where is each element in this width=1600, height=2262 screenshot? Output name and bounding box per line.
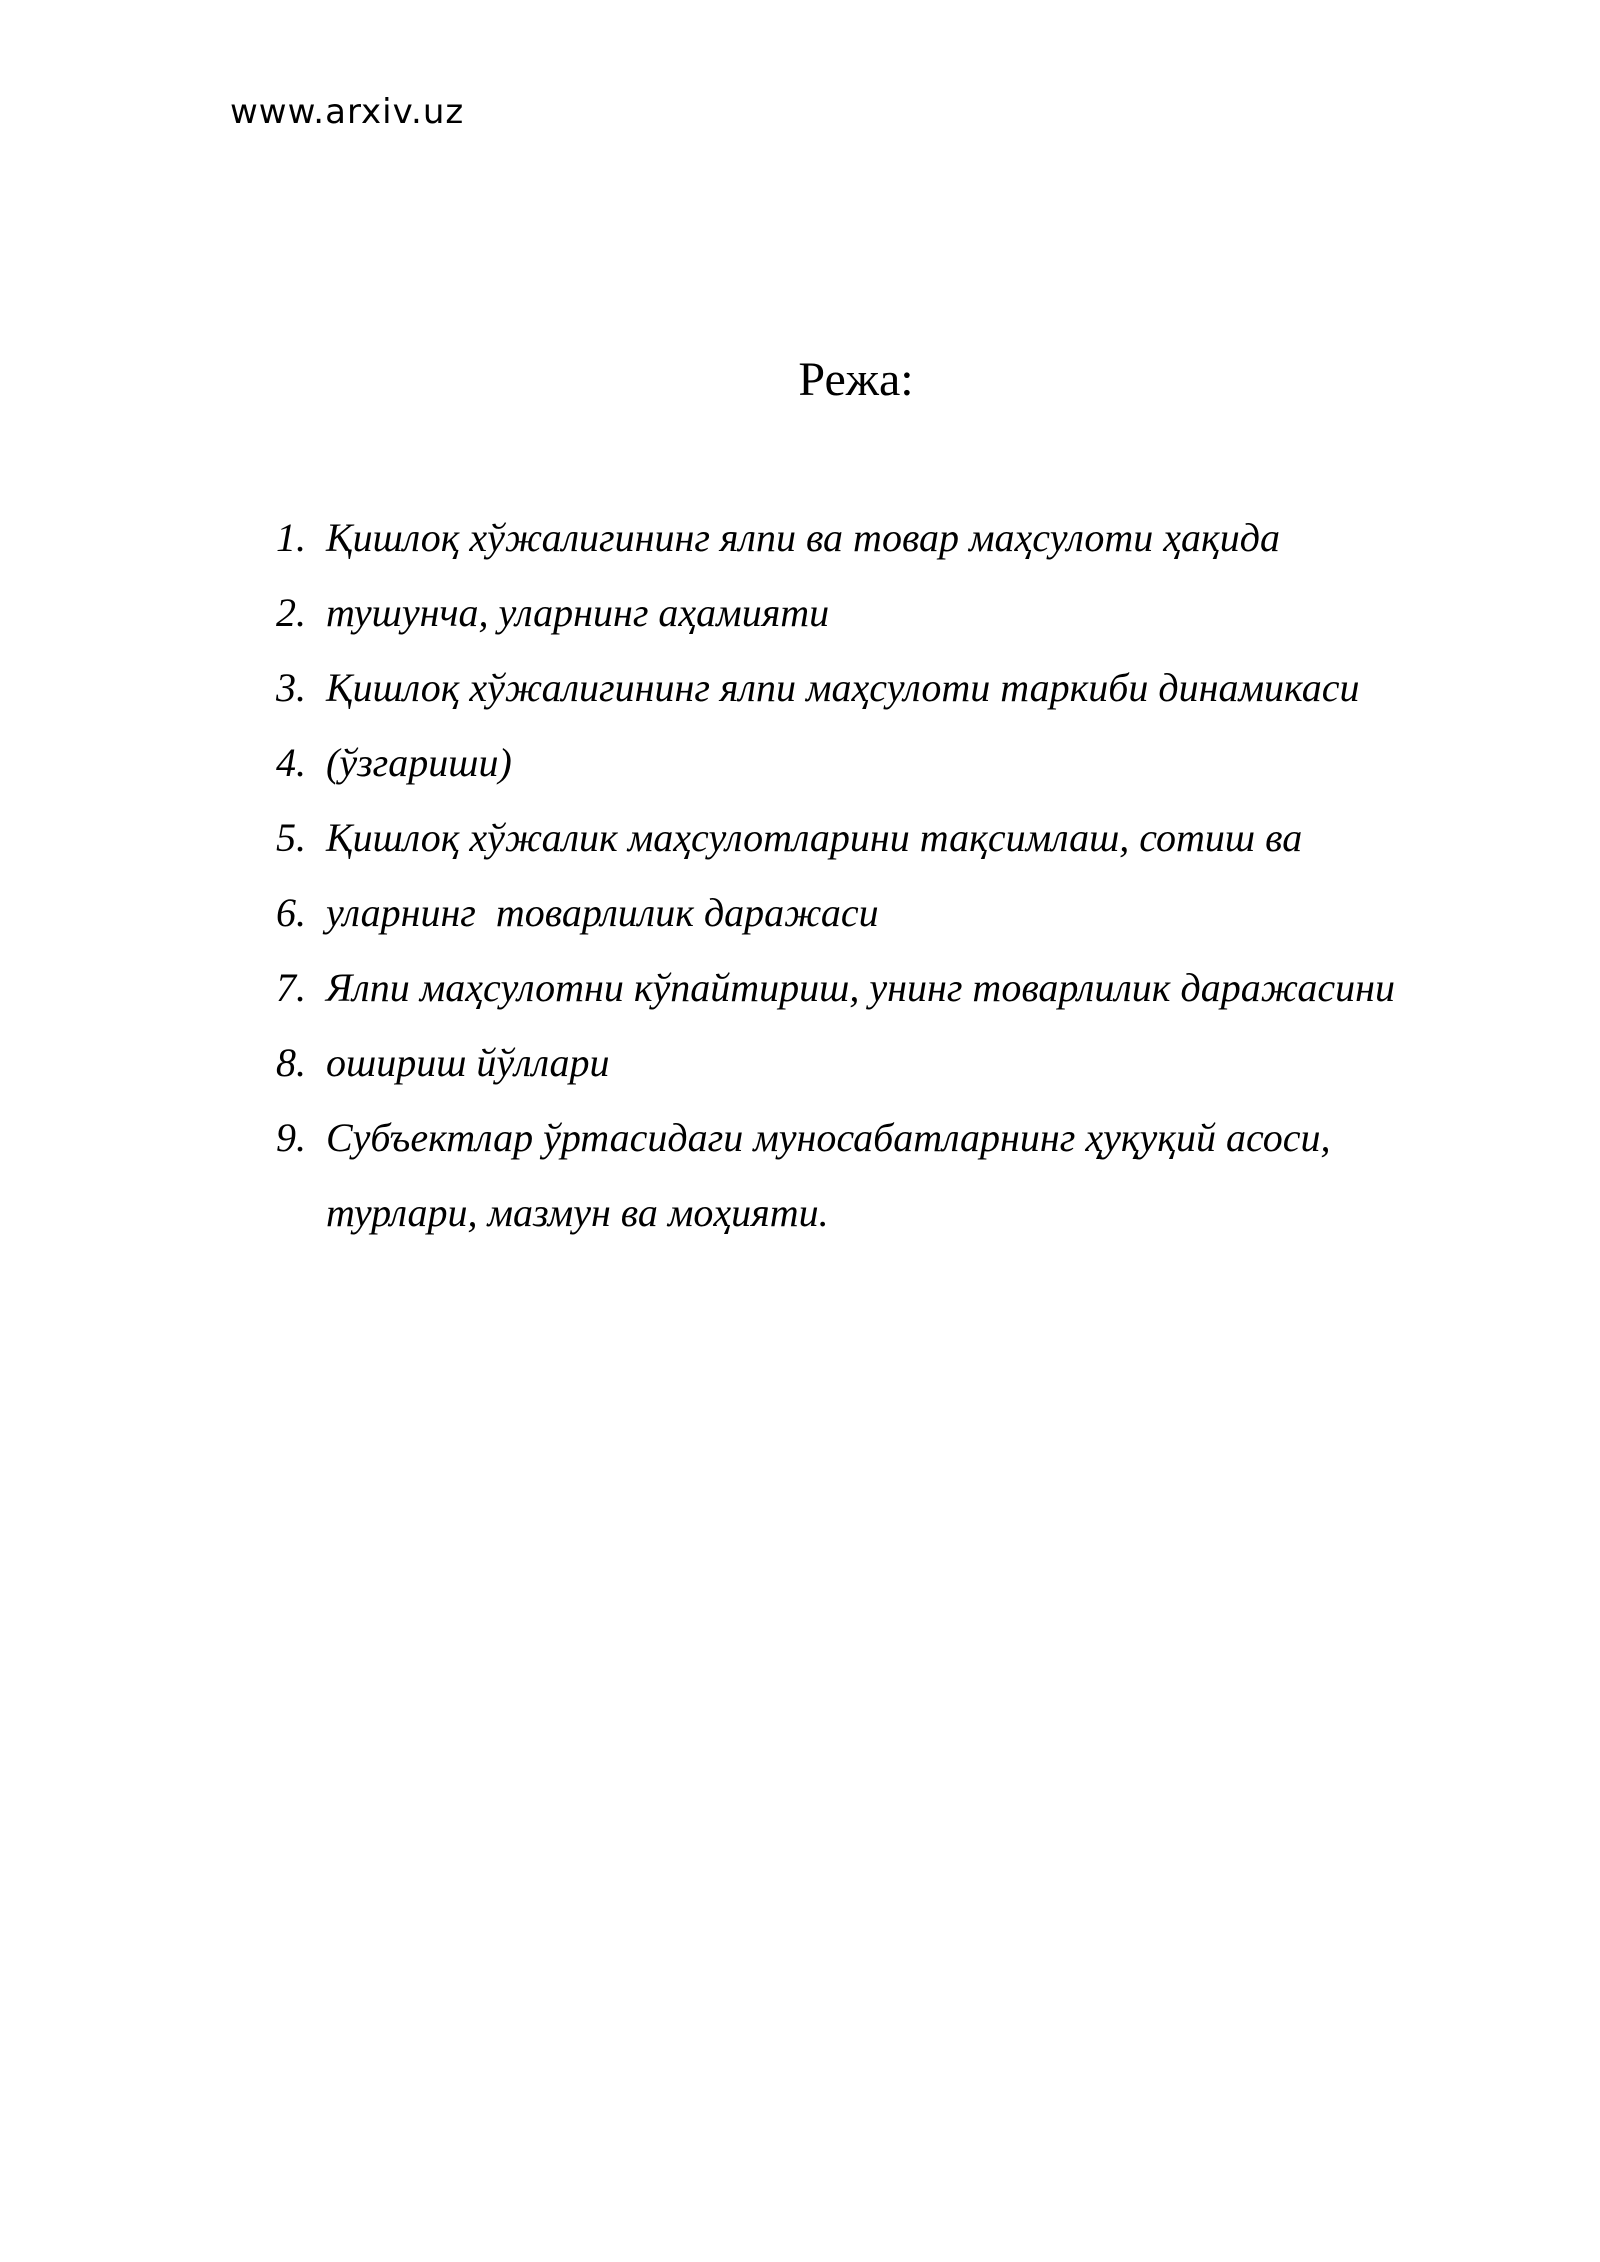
plan-item-9-continuation: турлари, мазмун ва моҳияти. [326,1190,829,1235]
plan-item-text: Қишлоқ хўжалик маҳсулотларини тақсимлаш, сотиш ва [326,815,1303,860]
plan-item-7 [276,950,1556,1025]
plan-item-text: тушунча, уларнинг аҳамияти [326,590,830,635]
plan-item-text: ошириш йўллари [326,1040,610,1085]
plan-item-3 [276,650,1556,725]
plan-item-4 [276,725,1556,800]
plan-item-9 [276,1100,1556,1175]
plan-item-6 [276,875,1556,950]
plan-item-5 [276,800,1556,875]
plan-item-text: Субъектлар ўртасидаги муносабатларнинг ҳуқуқий асоси, [326,1115,1331,1160]
page-title: Режа: [798,353,914,406]
plan-item-8 [276,1025,1556,1100]
plan-item-number: 6. [276,890,306,935]
plan-item-text: Ялпи маҳсулотни кўпайтириш, унинг товарлилик даражасини [326,965,1395,1010]
plan-item-number: 3. [276,665,306,710]
plan-item-number: 4. [276,740,306,785]
plan-item-text: уларнинг товарлилик даражаси [326,890,879,935]
plan-item-number: 5. [276,815,306,860]
plan-item-text: Қишлоқ хўжалигининг ялпи маҳсулоти таркиби динамикаси [326,665,1360,710]
plan-item-2 [276,575,1556,650]
plan-item-number: 1. [276,515,306,560]
plan-item-number: 8. [276,1040,306,1085]
plan-item-text: (ўзгариши) [326,740,512,785]
plan-item-text: Қишлоқ хўжалигининг ялпи ва товар маҳсулоти ҳақида [326,515,1280,560]
site-watermark: www.arxiv.uz [230,92,465,132]
plan-list [276,500,1556,1250]
plan-item-1 [276,500,1556,575]
plan-item-number: 2. [276,590,306,635]
plan-item-number: 9. [276,1115,306,1160]
plan-item-number: 7. [276,965,306,1010]
